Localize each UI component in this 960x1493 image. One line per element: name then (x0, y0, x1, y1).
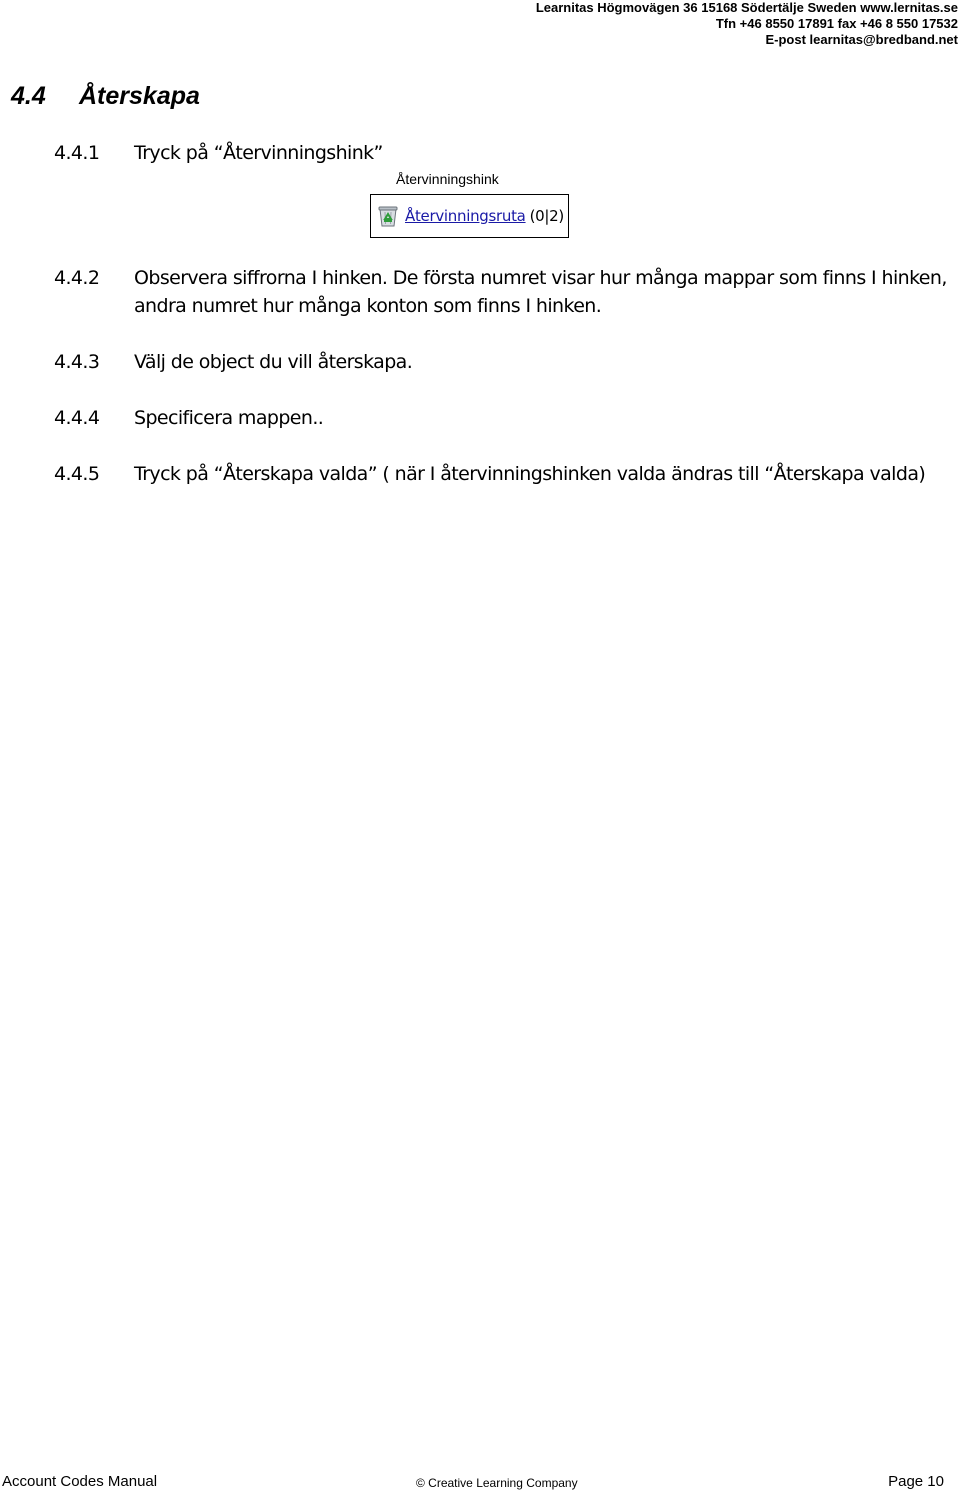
step-number: 4.4.2 (54, 267, 100, 289)
footer-manual-title: Account Codes Manual (2, 1473, 158, 1490)
section-title (11, 80, 200, 112)
section-number: 4.4 (11, 82, 46, 110)
step-text: Tryck på “Återvinningshink” (134, 142, 383, 164)
figure-caption: Återvinningshink (396, 171, 499, 187)
recycle-bin-link[interactable]: Återvinningsruta (405, 207, 526, 225)
recycle-bin-count: (0|2) (529, 207, 564, 225)
footer-page-number: Page 10 (888, 1473, 944, 1490)
step-text: Tryck på “Återskapa valda” ( när I återvinningshinken valda ändras till “Återskapa valda) (134, 463, 926, 485)
step-text: Välj de object du vill återskapa. (134, 351, 413, 373)
footer-copyright: © Creative Learning Company (416, 1476, 578, 1490)
recycle-bin-entry[interactable] (377, 203, 564, 229)
header-address: Learnitas Högmovägen 36 15168 Södertälje Sweden www.lernitas.se (535, 0, 958, 15)
recycle-bin-icon (377, 204, 399, 228)
step-text: Observera siffrorna I hinken. De första numret visar hur många mappar som finns I hinken, andra numret hur många konton som finns I hinken. (134, 267, 947, 317)
step-number: 4.4.5 (54, 463, 100, 485)
step-4-4-5 (54, 460, 960, 488)
step-number: 4.4.1 (54, 142, 100, 164)
step-4-4-1 (54, 139, 960, 167)
step-number: 4.4.3 (54, 351, 100, 373)
section-heading: Återskapa (79, 82, 200, 110)
step-4-4-2 (54, 264, 960, 320)
recycle-bin-screenshot (370, 194, 569, 238)
header-email: E-post learnitas@bredband.net (765, 32, 958, 47)
page-footer (0, 1471, 960, 1491)
header-phone: Tfn +46 8550 17891 fax +46 8 550 17532 (715, 16, 958, 31)
page-header (536, 0, 958, 48)
step-number: 4.4.4 (54, 407, 100, 429)
step-4-4-3 (54, 348, 960, 376)
step-text: Specificera mappen.. (134, 407, 324, 429)
step-4-4-4 (54, 404, 960, 432)
